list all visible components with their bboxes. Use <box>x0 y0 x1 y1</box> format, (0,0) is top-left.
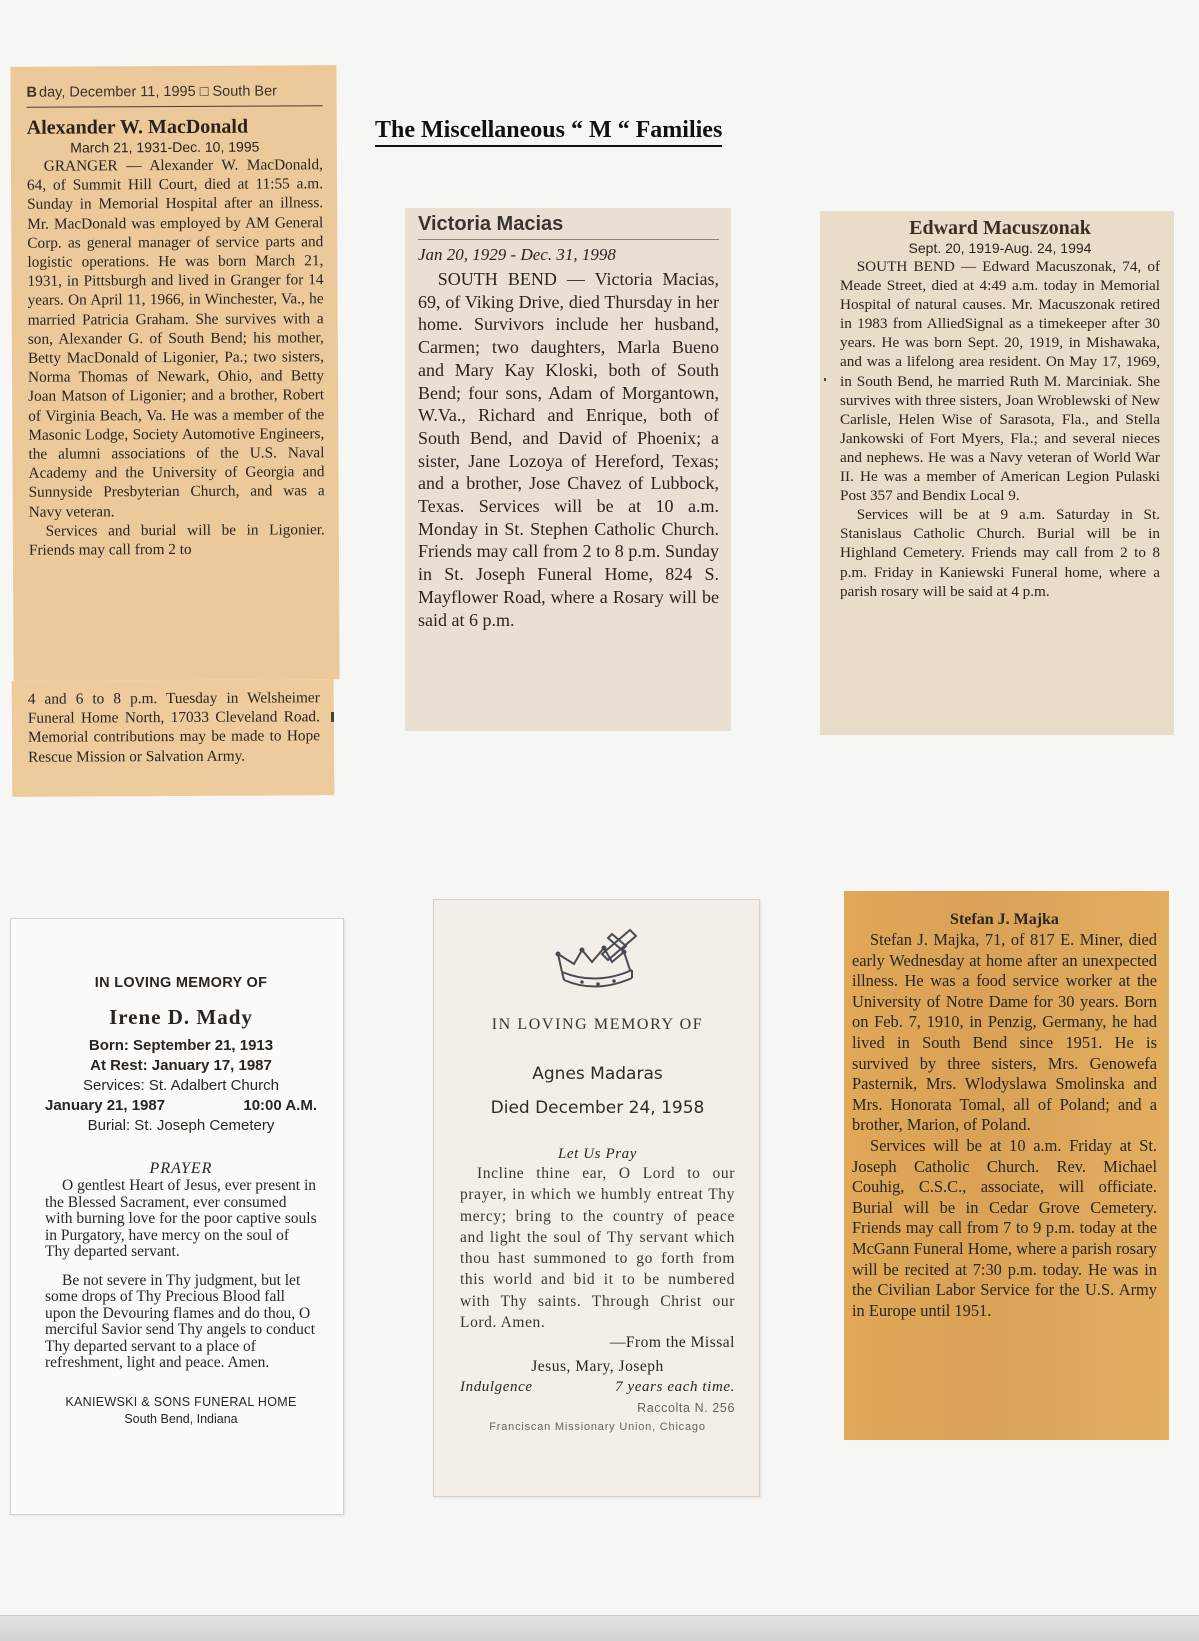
obituary-name: Stefan J. Majka <box>950 911 1059 928</box>
card-raccolta: Raccolta N. 256 <box>637 1401 735 1416</box>
card-location: South Bend, Indiana <box>124 1411 238 1426</box>
obituary-continued: 4 and 6 to 8 p.m. Tuesday in Welsheimer Funeral Home North, 17033 Cleveland Road. Memorial contributions may be made to Hope Rescue Mission or Salvation Army. <box>27 689 321 766</box>
page-title: The Miscellaneous “ M “ Families <box>375 117 722 147</box>
card-prayer-heading: PRAYER <box>149 1160 213 1177</box>
card-indulgence <box>460 1377 735 1397</box>
card-indulgence-term: 7 years each time. <box>615 1379 735 1396</box>
scan-mark <box>824 378 826 381</box>
newspaper-dateline <box>26 65 322 108</box>
card-service-datetime <box>45 1096 317 1116</box>
obituary-name: Alexander W. MacDonald <box>26 115 249 139</box>
card-services: Services: St. Adalbert Church <box>83 1077 279 1094</box>
card-prayer-heading: Let Us Pray <box>557 1146 638 1162</box>
obituary-clipping-macdonald <box>10 65 339 681</box>
card-heading: IN LOVING MEMORY OF <box>94 975 268 991</box>
memorial-card-mady <box>10 918 344 1515</box>
card-prayer-paragraph: Be not severe in Thy judgment, but let some drops of Thy Precious Blood fall upon the Devouring flames and do thou, O merciful Savior send Thy angels to conduct Thy departed servant to a place of refreshment, light and peace. Amen. <box>45 1271 316 1371</box>
obituary-services: Services will be at 10 a.m. Friday at St. Joseph Catholic Church. Rev. Michael Couhig, C.S.C., associate, will officiate. Burial will be in Cedar Grove Cemetery. Friends may call from 7 to 9 p.m. today at the McGann Funeral Home, where a parish rosary will be recited at 7:30 p.m. today. He was in the Civilian Labor Service for the U.S. Army in Europe until 1951. <box>852 1135 1157 1320</box>
obituary-body: Stefan J. Majka, 71, of 817 E. Miner, died early Wednesday at home after an unexpected illness. He was a food service worker at the University of Notre Dame for 30 years. Born on Feb. 7, 1910, in Penzig, Germany, he had lived in South Bend since 1951. He is survived by three sisters, Mrs. Genowefa Pasternik, Mrs. Wlodyslawa Smolinska and Mrs. Honorata Tomal, all of Poland; and a brother, Marion, of Poland. <box>852 930 1157 1135</box>
card-funeral-home: KANIEWSKI & SONS FUNERAL HOME <box>65 1394 297 1409</box>
card-indulgence-label: Indulgence <box>460 1379 533 1396</box>
card-name: Irene D. Mady <box>109 1005 253 1029</box>
card-prayer-paragraph: O gentlest Heart of Jesus, ever present in the Blessed Sacrament, ever consumed with burning love for the poor captive souls in Purgatory, have mercy on the soul of Thy departed servant. <box>45 1177 317 1260</box>
obituary-body: SOUTH BEND — Victoria Macias, 69, of Viking Drive, died Thursday in her home. Survivors include her husband, Carmen; two daughters, Marla Bueno and Mary Kay Kloski, both of South Bend; four sons, Adam of Morgantown, W.Va., Richard and Enrique, both of South Bend, and David of Phoenix; a sister, Jane Lozoya of Hereford, Texas; and a brother, Jose Chavez of Lubbock, Texas. Services will be at 10 a.m. Monday in St. Stephen Catholic Church. Friends may call from 2 to 8 p.m. Sunday in St. Joseph Funeral Home, 824 S. Mayflower Road, where a Rosary will be said at 6 p.m. <box>418 269 719 630</box>
memorial-card-madaras <box>433 899 760 1497</box>
obituary-name: Victoria Macias <box>418 212 719 240</box>
card-prayer-source: —From the Missal <box>609 1334 735 1352</box>
obituary-name: Edward Macuszonak <box>909 217 1091 239</box>
obituary-clipping-macdonald-continued <box>12 679 335 797</box>
card-heading: IN LOVING MEMORY OF <box>491 1016 704 1033</box>
crown-with-cross-icon <box>552 924 644 998</box>
obituary-services: Services will be at 9 a.m. Saturday in St. Stanislaus Catholic Church. Burial will be in Highland Cemetery. Friends may call from 2 to 8 p.m. Friday in Kaniewski Funeral home, where a parish rosary will be said at 4 p.m. <box>840 506 1160 600</box>
obituary-clipping-macuszonak <box>820 211 1174 735</box>
card-prayer: Incline thine ear, O Lord to our prayer, in which we humbly entreat Thy mercy; bring to the country of peace and light the soul of Thy servant which thou hast summoned to go forth from this world and bid it to be numbered with Thy saints. Through Christ our Lord. Amen. <box>460 1165 735 1332</box>
card-died: Died December 24, 1958 <box>490 1098 705 1118</box>
scan-mark <box>331 712 334 722</box>
page-bottom-edge <box>0 1615 1199 1641</box>
obituary-dates: Jan 20, 1929 - Dec. 31, 1998 <box>418 245 616 264</box>
card-name: Agnes Madaras <box>532 1064 663 1084</box>
obituary-clipping-majka <box>844 891 1169 1440</box>
obituary-services: Services and burial will be in Ligonier. Friends may call from 2 to <box>28 521 325 559</box>
card-publisher: Franciscan Missionary Union, Chicago <box>489 1421 706 1434</box>
dateline-text: day, December 11, 1995 □ South Ber <box>38 83 278 101</box>
card-service-time: 10:00 A.M. <box>243 1097 317 1114</box>
obituary-clipping-macias <box>405 208 731 731</box>
dateline-mark: B <box>26 84 38 101</box>
card-burial: Burial: St. Joseph Cemetery <box>87 1117 275 1134</box>
card-service-date: January 21, 1987 <box>45 1097 166 1114</box>
obituary-dates: Sept. 20, 1919-Aug. 24, 1994 <box>908 240 1092 256</box>
card-at-rest: At Rest: January 17, 1987 <box>90 1057 272 1074</box>
obituary-dates: March 21, 1931-Dec. 10, 1995 <box>70 138 260 156</box>
card-born: Born: September 21, 1913 <box>88 1037 274 1054</box>
card-invocation: Jesus, Mary, Joseph <box>531 1358 664 1376</box>
obituary-body: SOUTH BEND — Edward Macuszonak, 74, of Meade Street, died at 4:49 a.m. today in Memorial Hospital of natural causes. Mr. Macuszonak retired in 1983 from AlliedSignal as a timekeeper after 30 years. He was born Sept. 20, 1919, in Mishawaka, and was a lifelong area resident. On May 17, 1969, in South Bend, he married Ruth M. Marciniak. She survives with three sisters, Joan Wroblewski of New Carlisle, Helen Wise of Sarasota, Fla., and Stella Jankowski of Fort Myers, Fla.; and several nieces and nephews. He was a Navy veteran of World War II. He was a member of American Legion Pulaski Post 357 and Bendix Local 9. <box>840 258 1160 505</box>
obituary-body: GRANGER — Alexander W. MacDonald, 64, of Summit Hill Court, died at 11:55 a.m. Sunday in Memorial Hospital after an illness. Mr. MacDonald was employed by AM General Corp. as general manager of service parts and logistic operations. He was born March 21, 1931, in Pittsburgh and lived in Granger for 14 years. On April 11, 1966, in Winchester, Va., he married Patricia Graham. She survives with a son, Alexander G. of South Bend; his mother, Betty MacDonald of Ligonier, Pa.; two sisters, Norma Thomas of Newark, Ohio, and Betty Joan Matson of Ligonier; and a brother, Robert of Virginia Beach, Va. He was a member of the Masonic Lodge, Society Automotive Engineers, the alumni associations of the U.S. Naval Academy and the University of Georgia and Sunnyside Presbyterian Church, and was a Navy veteran. <box>26 156 325 521</box>
